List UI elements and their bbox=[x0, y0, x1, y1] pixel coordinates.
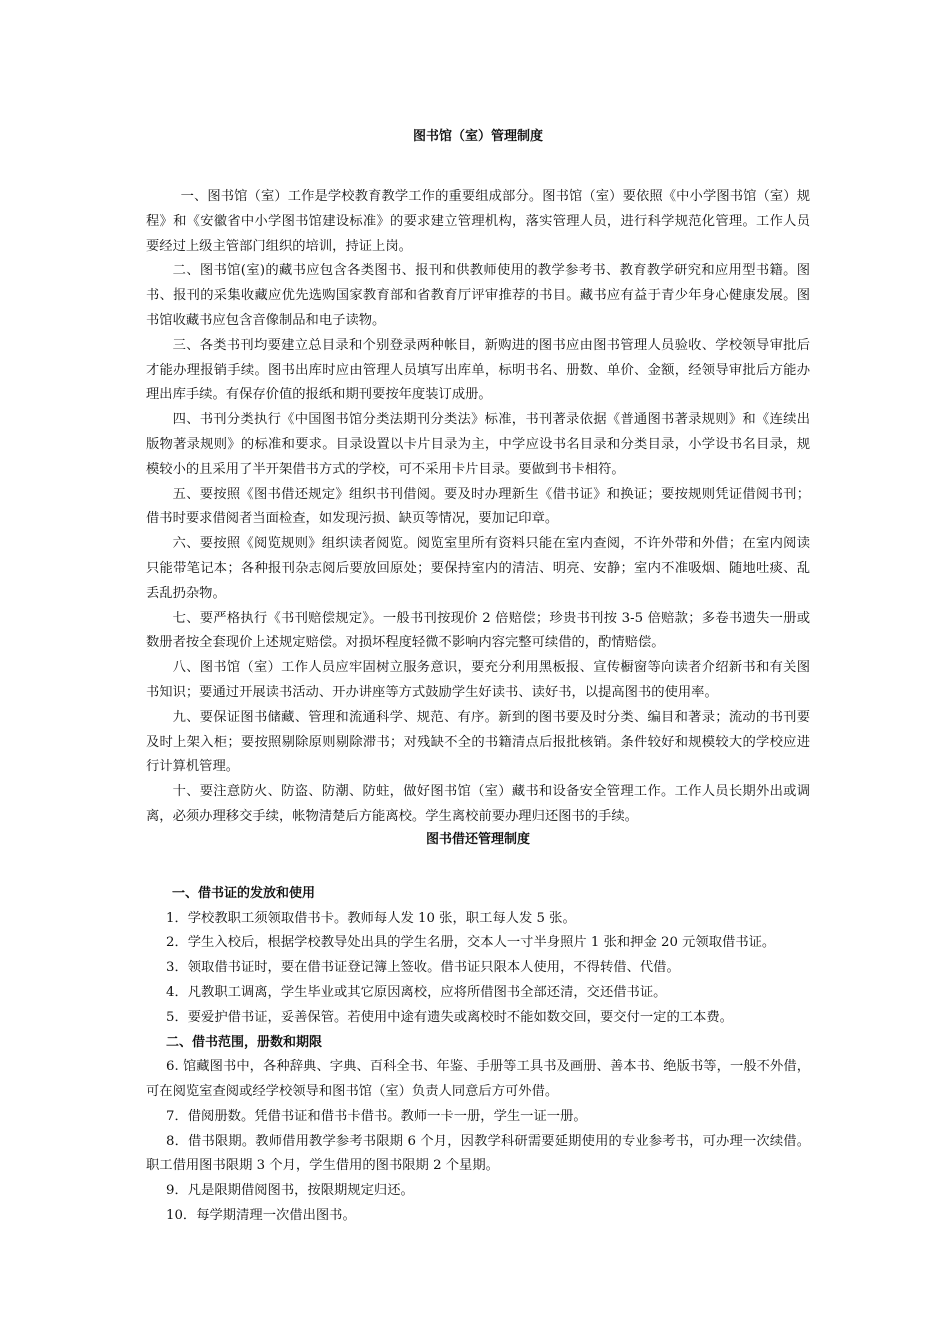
borrowing-rules-title: 图书借还管理制度 bbox=[425, 831, 530, 847]
rule-paragraph-6: 六、要按照《阅览规则》组织读者阅览。阅览室里所有资料只能在室内查阅，不许外带和外借；在室内阅读只能带笔记本；各种报刊杂志阅后要放回原处；要保持室内的清洁、明亮、安静；室内不准吸烟、随地吐痰、乱丢乱扔杂物。 bbox=[146, 536, 810, 601]
borrowing-rules-body bbox=[146, 882, 810, 1229]
rule-paragraph-8: 八、图书馆（室）工作人员应牢固树立服务意识，要充分利用黑板报、宣传橱窗等向读者介绍新书和有关图书知识；要通过开展读书活动、开办讲座等方式鼓励学生好读书、读好书，以提高图书的使用率。 bbox=[146, 660, 810, 700]
rule-paragraph-3: 三、各类书刊均要建立总目录和个别登录两种帐目，新购进的图书应由图书管理人员验收、学校领导审批后才能办理报销手续。图书出库时应由管理人员填写出库单，标明书名、册数、单价、金额，经领导审批后方能办理出库手续。有保存价值的报纸和期刊要按年度装订成册。 bbox=[146, 337, 810, 403]
borrow-item-3: 3．领取借书证时，要在借书证登记簿上签收。借书证只限本人使用，不得转借、代借。 bbox=[166, 960, 680, 976]
borrow-item-10: 10．每学期清理一次借出图书。 bbox=[166, 1208, 356, 1224]
rule-paragraph-2: 二、图书馆(室)的藏书应包含各类图书、报刊和供教师使用的教学参考书、教育教学研究和应用型书籍。图书、报刊的采集收藏应优先选购国家教育部和省教育厅评审推荐的书目。藏书应有益于青少年身心健康发展。图书馆收藏书应包含音像制品和电子读物。 bbox=[146, 263, 810, 328]
library-rules-title: 图书馆（室）管理制度 bbox=[412, 129, 543, 144]
borrow-item-1: 1．学校教职工须领取借书卡。教师每人发 10 张，职工每人发 5 张。 bbox=[166, 910, 576, 926]
borrow-item-8: 8．借书限期。教师借用教学参考书限期 6 个月，因教学科研需要延期使用的专业参考书，可办理一次续借。职工借用图书限期 3 个月，学生借用的图书限期 2 个星期。 bbox=[146, 1133, 810, 1174]
rule-paragraph-9: 九、要保证图书储藏、管理和流通科学、规范、有序。新到的图书要及时分类、编目和著录；流动的书刊要及时上架入柜；要按照剔除原则剔除滞书；对残缺不全的书籍清点后报批核销。条件较好和规模较大的学校应进行计算机管理。 bbox=[146, 709, 810, 775]
borrow-item-5: 5．要爱护借书证，妥善保管。若使用中途有遗失或离校时不能如数交回，要交付一定的工本费。 bbox=[166, 1009, 733, 1025]
rule-paragraph-1: 一、图书馆（室）工作是学校教育教学工作的重要组成部分。图书馆（室）要依照《中小学图书馆（室）规程》和《安徽省中小学图书馆建设标准》的要求建立管理机构，落实管理人员，进行科学规范化管理。工作人员要经过上级主管部门组织的培训，持证上岗。 bbox=[146, 189, 810, 254]
document-page bbox=[146, 0, 810, 1229]
library-rules-body bbox=[146, 185, 810, 830]
rule-paragraph-7: 七、要严格执行《书刊赔偿规定》。一般书刊按现价 2 倍赔偿；珍贵书刊按 3-5 倍赔款；多卷书遗失一册或数册者按全套现价上述规定赔偿。对损坏程度轻微不影响内容完整可续借的，酌情赔偿。 bbox=[146, 610, 810, 651]
borrow-item-9: 9．凡是限期借阅图书，按限期规定归还。 bbox=[166, 1183, 414, 1199]
rule-paragraph-5: 五、要按照《图书借还规定》组织书刊借阅。要及时办理新生《借书证》和换证；要按规则凭证借阅书刊；借书时要求借阅者当面检查，如发现污损、缺页等情况，要加记印章。 bbox=[146, 486, 810, 527]
borrow-item-6: 6. 馆藏图书中，各种辞典、字典、百科全书、年鉴、手册等工具书及画册、善本书、绝版书等，一般不外借，可在阅览室查阅或经学校领导和图书馆（室）负责人同意后方可外借。 bbox=[146, 1059, 810, 1100]
rule-paragraph-4: 四、书刊分类执行《中国图书馆分类法期刊分类法》标准，书刊著录依据《普通图书著录规则》和《连续出版物著录规则》的标准和要求。目录设置以卡片目录为主，中学应设书名目录和分类目录，小学设书名目录，规模较小的且采用了半开架借书方式的学校，可不采用卡片目录。要做到书卡相符。 bbox=[146, 412, 810, 477]
rule-paragraph-10: 十、要注意防火、防盗、防潮、防蛀，做好图书馆（室）藏书和设备安全管理工作。工作人员长期外出或调离，必须办理移交手续，帐物清楚后方能离校。学生离校前要办理归还图书的手续。 bbox=[146, 784, 810, 824]
borrow-item-7: 7．借阅册数。凭借书证和借书卡借书。教师一卡一册，学生一证一册。 bbox=[166, 1108, 587, 1124]
borrow-item-2: 2．学生入校后，根据学校教导处出具的学生名册，交本人一寸半身照片 1 张和押金 20 元领取借书证。 bbox=[166, 935, 776, 951]
section-heading-scope-limits: 二、借书范围，册数和期限 bbox=[166, 1034, 323, 1050]
borrow-item-4: 4．凡教职工调离，学生毕业或其它原因离校，应将所借图书全部还清，交还借书证。 bbox=[166, 984, 667, 1000]
section-heading-card-issuance: 一、借书证的发放和使用 bbox=[172, 885, 316, 901]
